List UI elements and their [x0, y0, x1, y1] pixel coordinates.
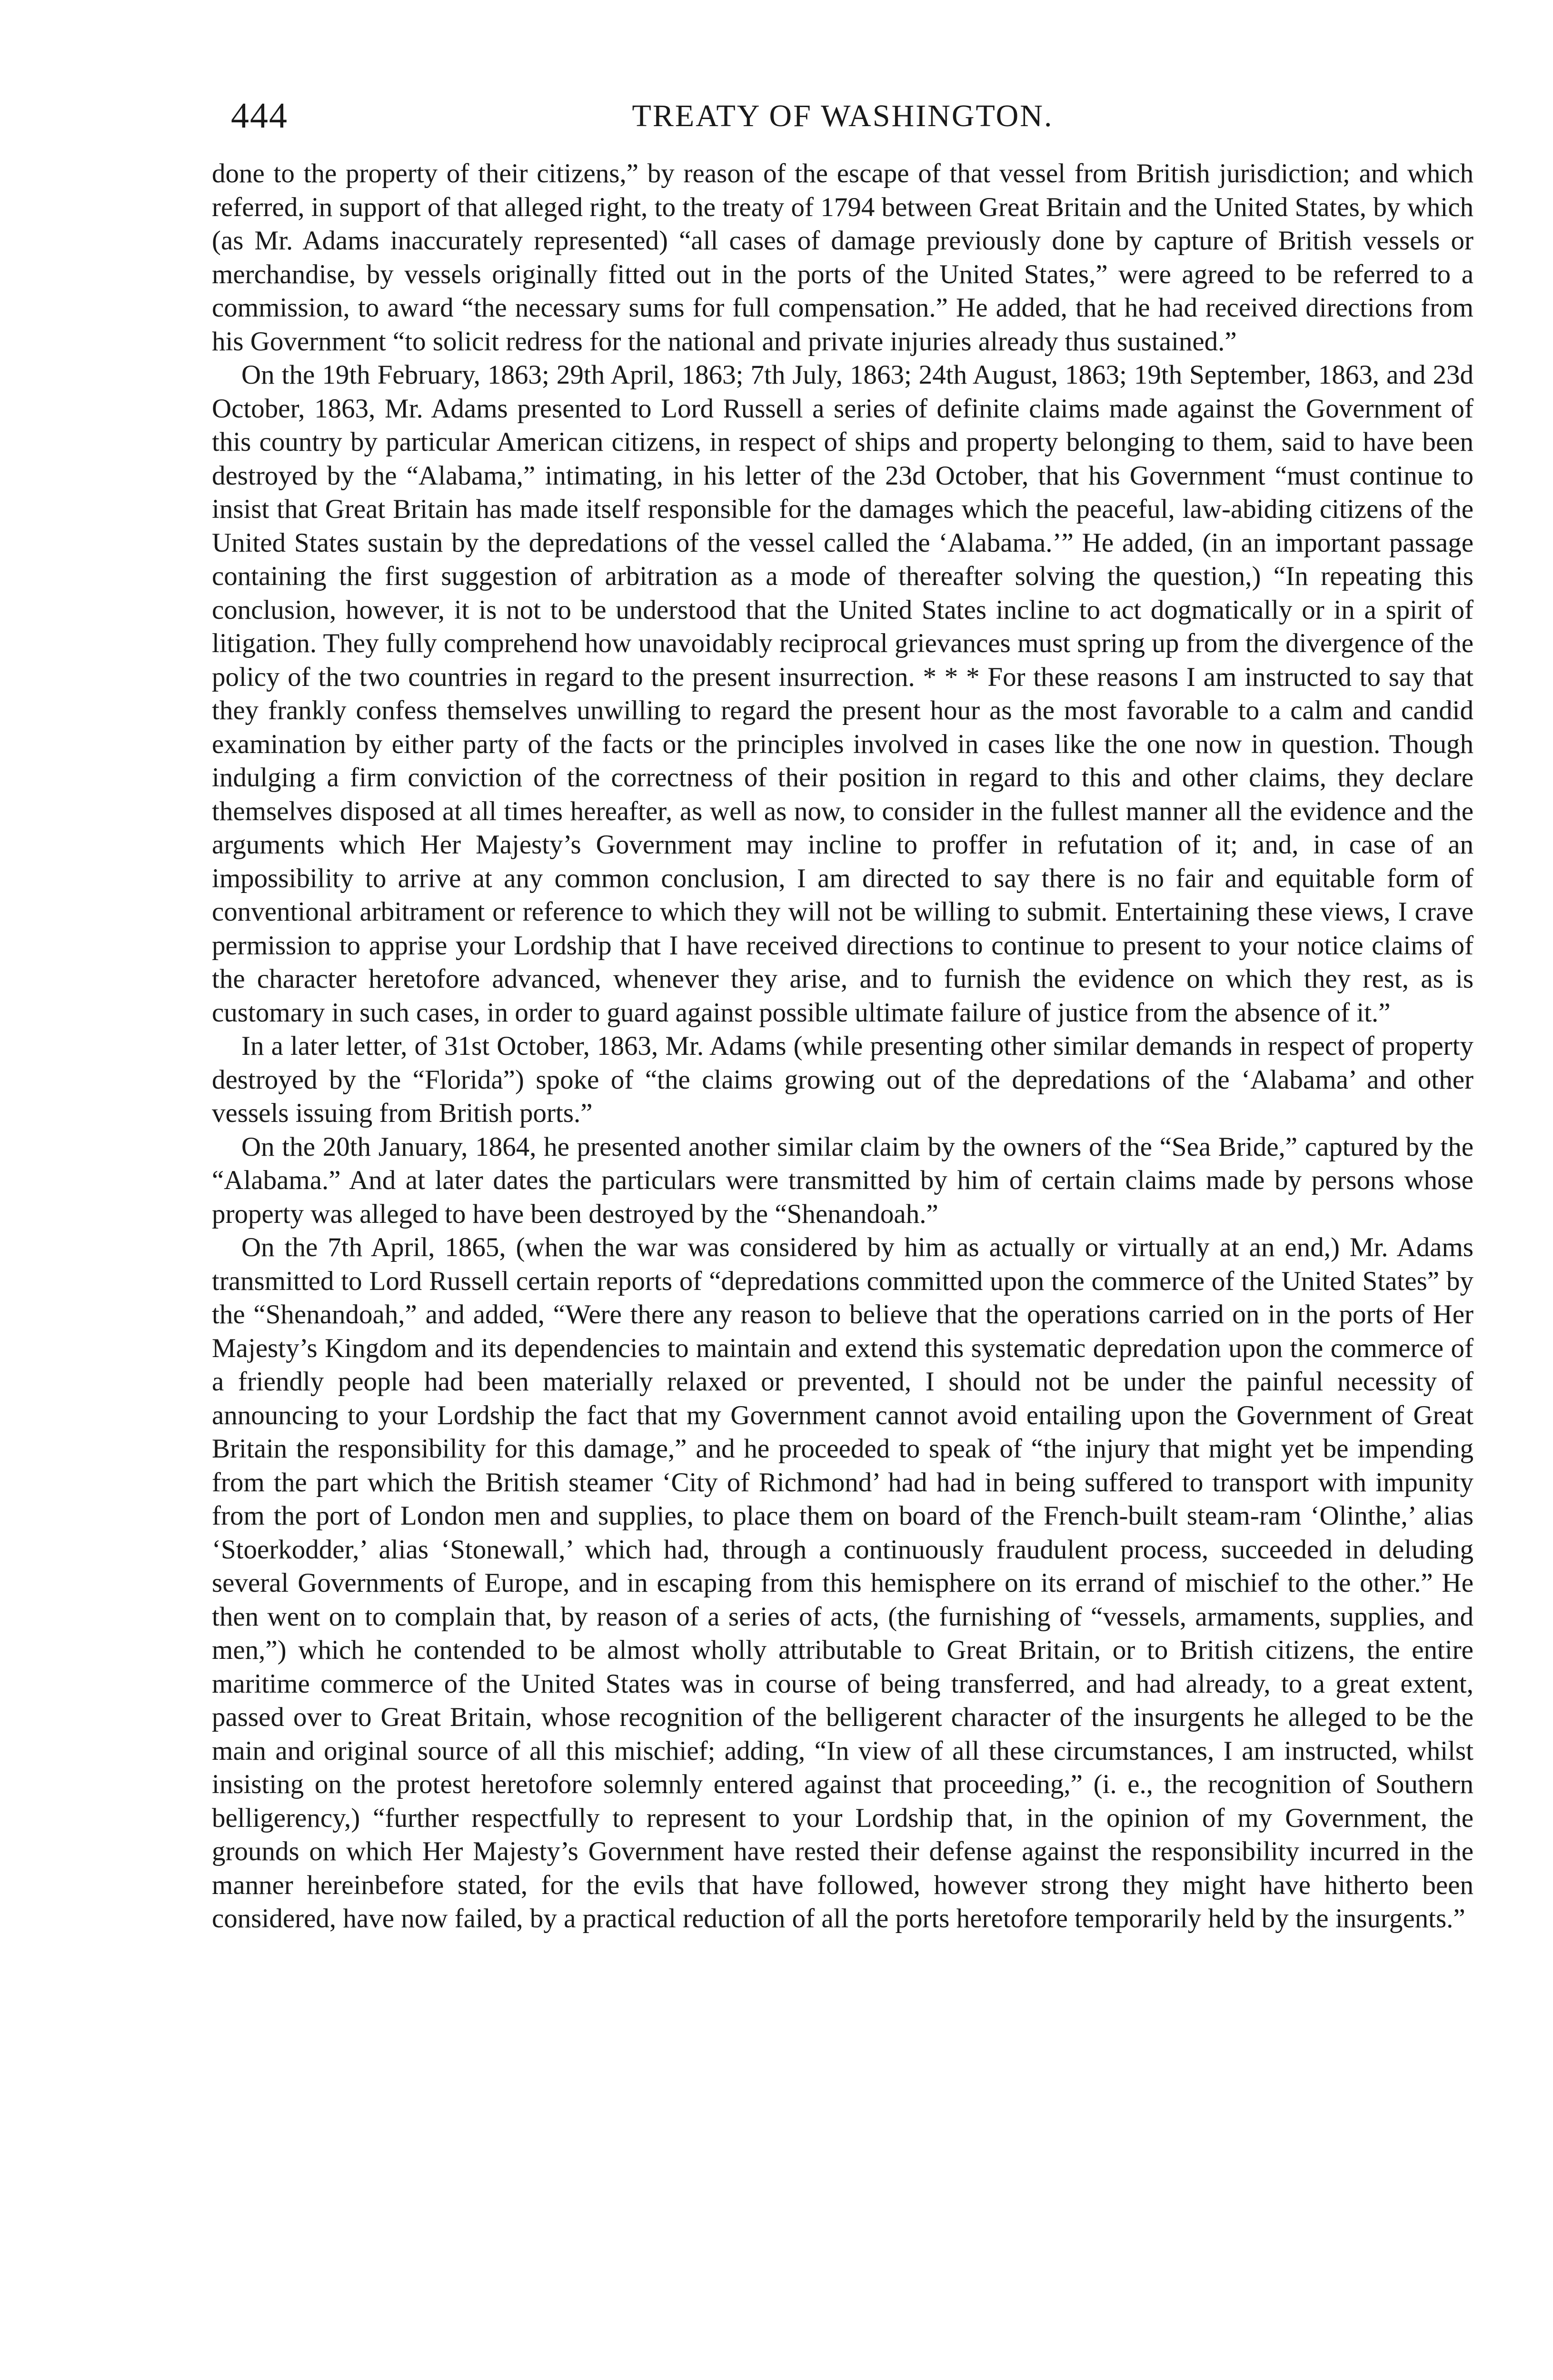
page-number: 444 — [231, 96, 288, 136]
paragraph-1: done to the property of their citizens,” by reason of the escape of that vessel from British jurisdiction; and which referred, in support of that alleged right, to the treaty of 1794 between Great Britain and the United States, by which (as Mr. Adams inaccurately represented) “all cases of damage previously done by capture of British vessels or merchandise, by vessels originally fitted out in the ports of the United States,” were agreed to be referred to a commission, to award “the necessary sums for full compensation.” He added, that he had received directions from his Government “to solicit redress for the national and private injuries already thus sustained.” — [212, 159, 1473, 357]
document-page — [212, 95, 1473, 1936]
paragraph-5: On the 7th April, 1865, (when the war was considered by him as actually or virtually at an end,) Mr. Adams transmitted to Lord Russell certain reports of “depredations committed upon the commerce of the United States” by the “Shenandoah,” and added, “Were there any reason to believe that the operations carried on in the ports of Her Majesty’s Kingdom and its dependencies to maintain and extend this systematic depredation upon the commerce of a friendly people had been materially relaxed or prevented, I should not be under the painful necessity of announcing to your Lordship the fact that my Government cannot avoid entailing upon the Government of Great Britain the responsibility for this damage,” and he proceeded to speak of “the injury that might yet be impending from the part which the British steamer ‘City of Richmond’ had had in being suffered to transport with impunity from the port of London men and supplies, to place them on board of the French-built steam-ram ‘Olinthe,’ alias ‘Stoerkodder,’ alias ‘Stonewall,’ which had, through a continuously fraudulent process, succeeded in deluding several Governments of Europe, and in escaping from this hemisphere on its errand of mischief to the other.” He then went on to complain that, by reason of a series of acts, (the furnishing of “vessels, armaments, supplies, and men,”) which he contended to be almost wholly attributable to Great Britain, or to British citizens, the entire maritime commerce of the United States was in course of being transferred, and had already, to a great extent, passed over to Great Britain, whose recognition of the belligerent character of the insurgents he alleged to be the main and original source of all this mischief; adding, “In view of all these circumstances, I am instructed, whilst insisting on the protest heretofore solemnly entered against that proceeding,” (i. e., the recognition of Southern belligerency,) “further respectfully to represent to your Lordship that, in the opinion of my Government, the grounds on which Her Majesty’s Government have rested their defense against the responsibility incurred in the manner hereinbefore stated, for the evils that have followed, however strong they might have hitherto been considered, have now failed, by a practical reduction of all the ports heretofore temporarily held by the insurgents.” — [212, 1232, 1473, 1934]
paragraph-3: In a later letter, of 31st October, 1863, Mr. Adams (while presenting other similar demands in respect of property destroyed by the “Florida”) spoke of “the claims growing out of the depredations of the ‘Alabama’ and other vessels issuing from British ports.” — [212, 1031, 1473, 1128]
paragraph-4: On the 20th January, 1864, he presented another similar claim by the owners of the “Sea Bride,” captured by the “Alabama.” And at later dates the particulars were transmitted by him of certain claims made by persons whose property was alleged to have been destroyed by the “Shenandoah.” — [212, 1131, 1473, 1229]
running-title: TREATY OF WASHINGTON. — [632, 99, 1054, 133]
page-header — [212, 95, 1473, 138]
body-text — [212, 157, 1473, 1936]
paragraph-2: On the 19th February, 1863; 29th April, 1863; 7th July, 1863; 24th August, 1863; 19th September, 1863, and 23d October, 1863, Mr. Adams presented to Lord Russell a series of definite claims made against the Government of this country by particular American citizens, in respect of ships and property belonging to them, said to have been destroyed by the “Alabama,” intimating, in his letter of the 23d October, that his Government “must continue to insist that Great Britain has made itself responsible for the damages which the peaceful, law-abiding citizens of the United States sustain by the depredations of the vessel called the ‘Alabama.’” He added, (in an important passage containing the first suggestion of arbitration as a mode of thereafter solving the question,) “In repeating this conclusion, however, it is not to be understood that the United States incline to act dogmatically or in a spirit of litigation. They fully comprehend how unavoidably reciprocal grievances must spring up from the divergence of the policy of the two countries in regard to the present insurrection. * * * For these reasons I am instructed to say that they frankly confess themselves unwilling to regard the present hour as the most favorable to a calm and candid examination by either party of the facts or the principles involved in cases like the one now in question. Though indulging a firm conviction of the correctness of their position in regard to this and other claims, they declare themselves disposed at all times hereafter, as well as now, to consider in the fullest manner all the evidence and the arguments which Her Majesty’s Government may incline to proffer in refutation of it; and, in case of an impossibility to arrive at any common conclusion, I am directed to say there is no fair and equitable form of conventional arbitrament or reference to which they will not be willing to submit. Entertaining these views, I crave permission to apprise your Lordship that I have received directions to continue to present to your notice claims of the character heretofore advanced, whenever they arise, and to furnish the evidence on which they rest, as is customary in such cases, in order to guard against possible ultimate failure of justice from the absence of it.” — [212, 360, 1473, 1028]
